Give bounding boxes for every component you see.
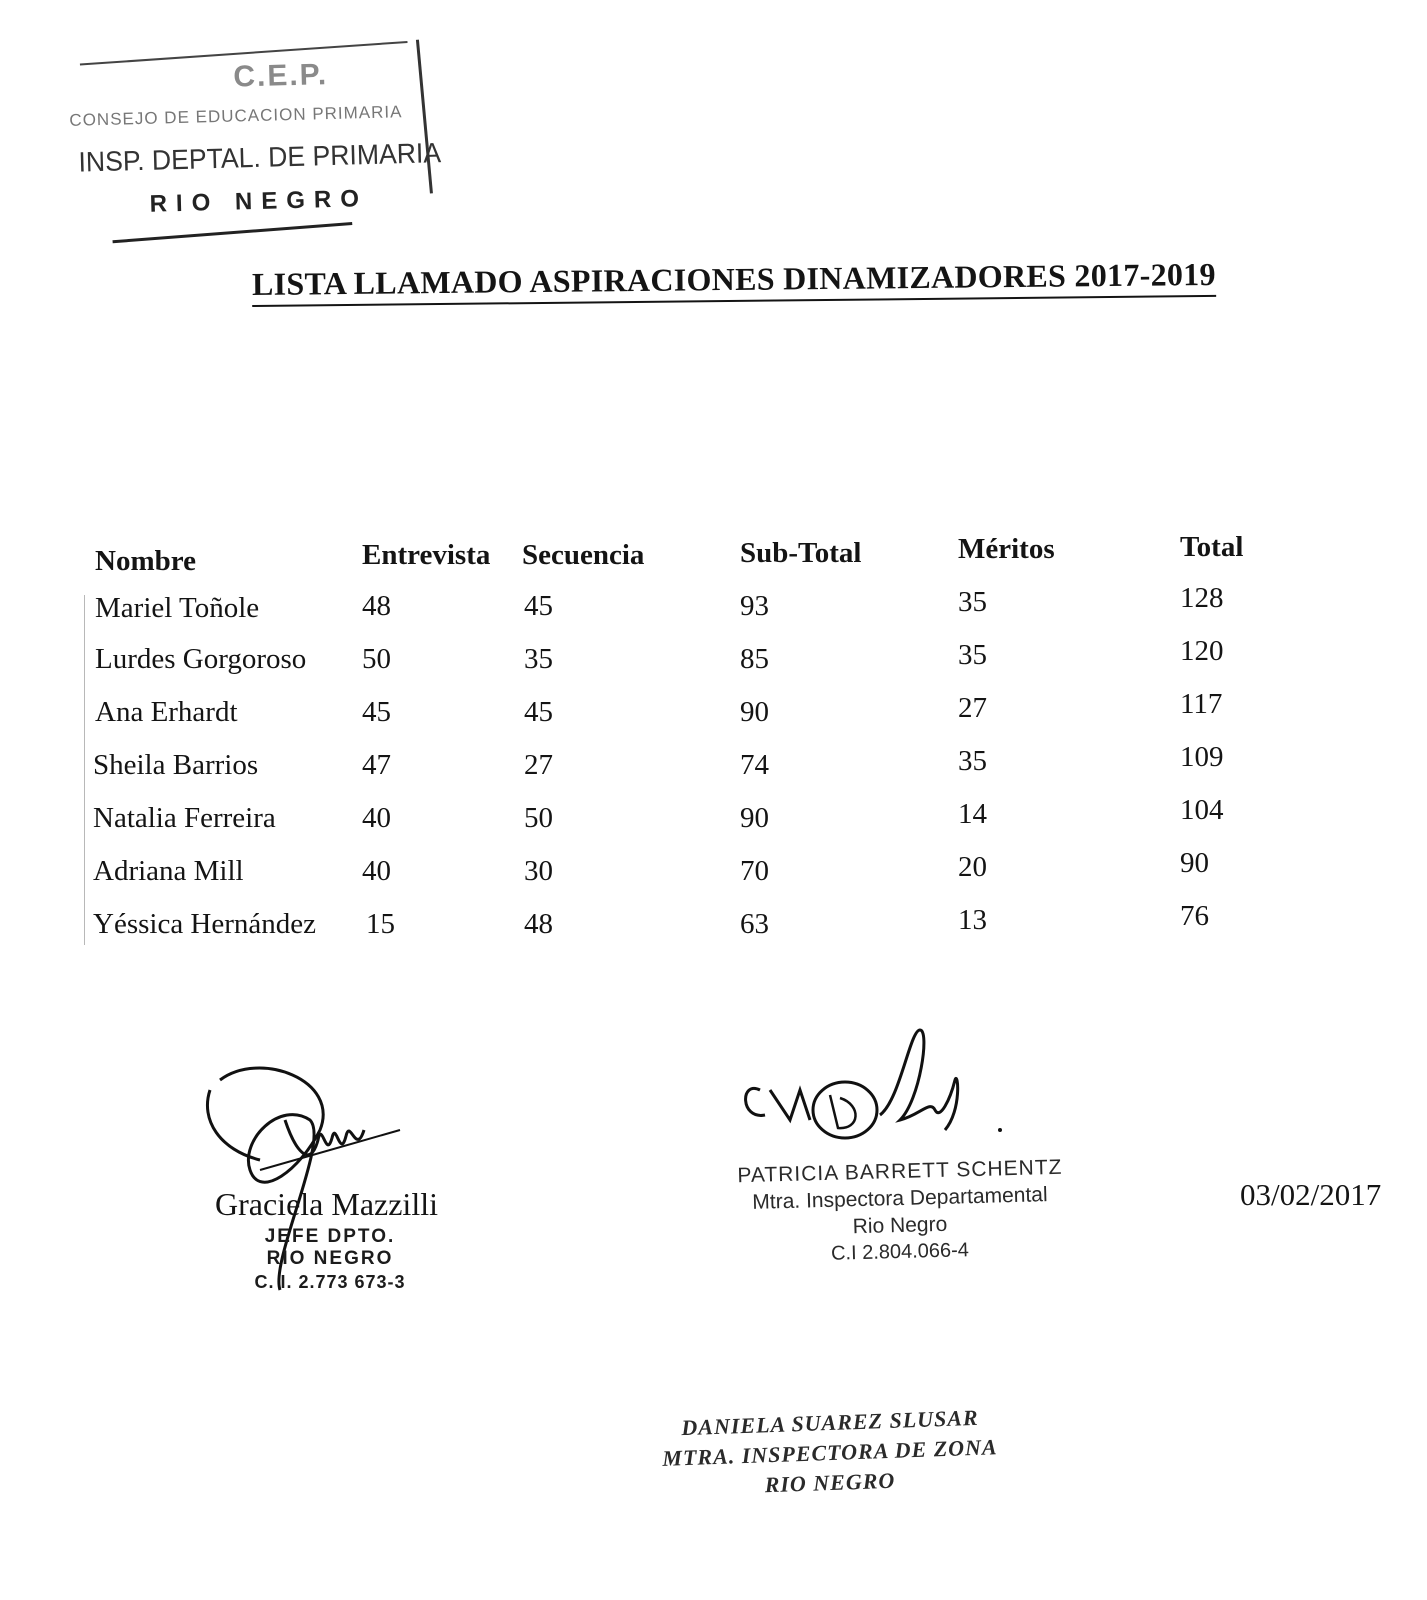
cell-meritos: 35 (958, 745, 987, 777)
cell-secuencia: 45 (524, 696, 553, 728)
header-meritos: Méritos (958, 533, 1055, 565)
cell-meritos: 35 (958, 639, 987, 671)
table-row (0, 635, 1427, 681)
cell-total: 128 (1180, 582, 1224, 614)
signer-middle-name: PATRICIA BARRETT SCHENTZ (737, 1155, 1063, 1188)
cell-total: 90 (1180, 847, 1209, 879)
document-date: 03/02/2017 (1240, 1177, 1382, 1212)
cell-total: 117 (1180, 688, 1223, 720)
cell-subtotal: 90 (740, 802, 769, 834)
cell-nombre: Natalia Ferreira (93, 802, 276, 834)
cell-entrevista: 45 (362, 696, 391, 728)
table-row (0, 900, 1427, 946)
cell-total: 104 (1180, 794, 1224, 826)
cell-nombre: Lurdes Gorgoroso (95, 643, 307, 675)
cell-nombre: Ana Erhardt (95, 696, 238, 728)
cell-secuencia: 30 (524, 855, 553, 887)
signer-middle-id: C.I 2.804.066-4 (830, 1239, 970, 1265)
stamp-line-1: C.E.P. (232, 58, 329, 94)
cell-meritos: 20 (958, 851, 987, 883)
signer-left-id: C. I. 2.773 673-3 (254, 1272, 406, 1292)
cell-subtotal: 63 (740, 908, 769, 940)
signer-middle-location: Rio Negro (852, 1212, 948, 1239)
signer-left-name: Graciela Mazzilli (215, 1186, 438, 1222)
cell-meritos: 35 (958, 586, 987, 618)
cell-subtotal: 85 (740, 643, 769, 675)
cell-nombre: Mariel Toñole (95, 592, 260, 624)
cell-subtotal: 74 (740, 749, 769, 781)
header-total: Total (1180, 531, 1244, 563)
cell-entrevista: 40 (362, 802, 391, 834)
cell-secuencia: 45 (524, 590, 553, 622)
bottom-stamp-line-2: MTRA. INSPECTORA DE ZONA (661, 1434, 998, 1471)
cell-secuencia: 50 (524, 802, 553, 834)
cell-total: 109 (1180, 741, 1224, 773)
table-row (0, 688, 1427, 734)
stamp-line-2: CONSEJO DE EDUCACION PRIMARIA (69, 102, 403, 130)
cell-entrevista: 50 (362, 643, 391, 675)
header-nombre: Nombre (95, 545, 196, 577)
cell-entrevista: 48 (362, 590, 391, 622)
table-row (0, 847, 1427, 893)
cell-nombre: Yéssica Hernández (93, 908, 317, 940)
cell-meritos: 14 (958, 798, 987, 830)
table-left-rule (84, 595, 85, 945)
page-title: LISTA LLAMADO ASPIRACIONES DINAMIZADORES 2017-2019 (252, 256, 1216, 307)
cell-entrevista: 40 (362, 855, 391, 887)
header-subtotal: Sub-Total (740, 537, 862, 569)
signer-left-location: RIO NEGRO (266, 1248, 394, 1269)
table-row (0, 794, 1427, 840)
header-entrevista: Entrevista (362, 539, 491, 571)
cell-subtotal: 90 (740, 696, 769, 728)
header-secuencia: Secuencia (522, 539, 645, 571)
stamp-line-3: INSP. DEPTAL. DE PRIMARIA (78, 137, 442, 178)
bottom-stamp-line-3: RIO NEGRO (764, 1467, 896, 1498)
cell-entrevista: 47 (362, 749, 391, 781)
cell-total: 120 (1180, 635, 1224, 667)
cell-nombre: Sheila Barrios (93, 749, 259, 781)
cell-subtotal: 93 (740, 590, 769, 622)
institution-stamp (67, 33, 442, 248)
table-row (0, 741, 1427, 787)
signature-middle (730, 1020, 1010, 1150)
cell-total: 76 (1180, 900, 1209, 932)
bottom-stamp-line-1: DANIELA SUAREZ SLUSAR (680, 1404, 979, 1441)
table-header-row (0, 531, 1427, 577)
signer-middle-title: Mtra. Inspectora Departamental (752, 1183, 1048, 1214)
cell-entrevista: 15 (366, 908, 395, 940)
cell-subtotal: 70 (740, 855, 769, 887)
cell-nombre: Adriana Mill (93, 855, 244, 887)
cell-meritos: 27 (958, 692, 987, 724)
stamp-line-4: RIO NEGRO (149, 185, 369, 218)
cell-meritos: 13 (958, 904, 987, 936)
cell-secuencia: 27 (524, 749, 553, 781)
cell-secuencia: 35 (524, 643, 553, 675)
table-row (0, 582, 1427, 628)
cell-secuencia: 48 (524, 908, 553, 940)
signer-left-title: JEFE DPTO. (264, 1226, 396, 1247)
